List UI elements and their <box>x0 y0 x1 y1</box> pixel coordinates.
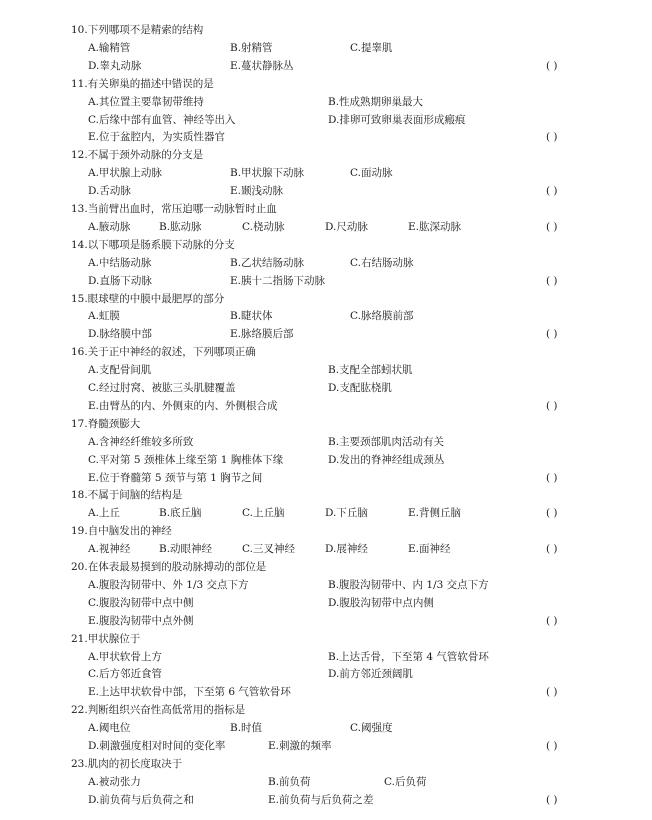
option-c: C.桡动脉 <box>242 220 285 233</box>
option-b: B.性成熟期卵巢最大 <box>328 95 424 108</box>
option-c: C.平对第 5 颈椎体上缘至第 1 胸椎体下缘 <box>88 453 284 466</box>
option-d: D.展神经 <box>325 543 368 556</box>
option-e: E.刺激的频率 <box>268 740 332 752</box>
option-e: E.腹股沟韧带中点外侧 <box>88 614 194 627</box>
option-b: B.主要颈部肌肉活动有关 <box>328 435 445 448</box>
answer-bracket[interactable]: ( ) <box>546 471 558 484</box>
question-stem: 13.当前臂出血时，常压迫哪一动脉暂时止血 <box>71 203 277 215</box>
option-a: A.视神经 <box>88 543 131 556</box>
option-b: B.乙状结肠动脉 <box>230 256 305 269</box>
answer-bracket[interactable]: ( ) <box>546 399 558 412</box>
option-d: D.刺激强度相对时间的变化率 <box>88 740 226 752</box>
option-e: E.由臂丛的内、外侧束的内、外侧根合成 <box>88 399 278 412</box>
answer-bracket[interactable]: ( ) <box>546 614 558 627</box>
option-a: A.甲状腺上动脉 <box>88 167 162 180</box>
option-b: B.甲状腺下动脉 <box>230 167 305 180</box>
question-stem: 12.不属于颈外动脉的分支是 <box>71 149 204 162</box>
option-c: C.后负荷 <box>384 775 427 788</box>
option-d: D.直肠下动脉 <box>88 274 152 287</box>
question-stem: 21.甲状腺位于 <box>71 632 141 645</box>
question-stem: 14.以下哪项是肠系膜下动脉的分支 <box>71 238 235 251</box>
option-d: D.尺动脉 <box>325 220 368 233</box>
option-b: B.肱动脉 <box>159 220 202 233</box>
option-c: C.上丘脑 <box>242 507 285 520</box>
question-stem: 23.肌肉的初长度取决于 <box>71 757 183 770</box>
answer-bracket[interactable]: ( ) <box>546 507 558 520</box>
option-e: E.前负荷与后负荷之差 <box>268 793 374 806</box>
option-d: D.脉络膜中部 <box>88 328 152 341</box>
question-stem: 16.关于正中神经的叙述，下列哪项正确 <box>71 346 256 359</box>
option-d: D.支配肱桡肌 <box>328 382 392 394</box>
option-b: B.腹股沟韧带中、内 1/3 交点下方 <box>328 578 489 591</box>
option-d: D.腹股沟韧带中点内侧 <box>328 596 434 609</box>
option-d: D.前方邻近颈阔肌 <box>328 668 413 681</box>
option-c: C.后方邻近食管 <box>88 668 162 681</box>
option-b: B.射精管 <box>230 41 273 54</box>
answer-bracket[interactable]: ( ) <box>546 740 558 752</box>
option-a: A.输精管 <box>88 41 131 54</box>
option-e: E.上达甲状软骨中部，下至第 6 气管软骨环 <box>88 686 291 699</box>
option-c: C.后缘中部有血管、神经等出入 <box>88 113 236 126</box>
option-e: E.面神经 <box>408 543 451 556</box>
answer-bracket[interactable]: ( ) <box>546 185 558 198</box>
option-d: D.睾丸动脉 <box>88 59 142 72</box>
option-b: B.前负荷 <box>268 775 311 788</box>
option-a: A.其位置主要靠韧带维持 <box>88 95 204 108</box>
option-a: A.阈电位 <box>88 722 131 735</box>
option-c: C.面动脉 <box>350 167 393 180</box>
option-d: D.排卵可致卵巢表面形成瘢痕 <box>328 113 466 126</box>
answer-bracket[interactable]: ( ) <box>546 328 558 341</box>
option-a: A.腹股沟韧带中、外 1/3 交点下方 <box>88 578 249 591</box>
option-e: E.位于盆腔内，为实质性器官 <box>88 131 226 144</box>
answer-bracket[interactable]: ( ) <box>546 59 558 72</box>
answer-bracket[interactable]: ( ) <box>546 274 558 287</box>
answer-bracket[interactable]: ( ) <box>546 131 558 144</box>
option-a: A.上丘 <box>88 507 120 520</box>
option-d: D.舌动脉 <box>88 185 131 198</box>
option-e: E.肱深动脉 <box>408 220 462 233</box>
question-stem: 22.判断组织兴奋性高低常用的指标是 <box>71 704 246 717</box>
question-stem: 17.脊髓颈膨大 <box>71 417 141 430</box>
option-e: E.胰十二指肠下动脉 <box>230 274 326 287</box>
option-a: A.含神经纤维较多所致 <box>88 435 194 448</box>
option-c: C.三叉神经 <box>242 543 295 556</box>
option-a: A.腋动脉 <box>88 220 131 233</box>
option-d: D.发出的脊神经组成颈丛 <box>328 453 445 466</box>
answer-bracket[interactable]: ( ) <box>546 543 558 556</box>
option-c: C.脉络膜前部 <box>350 310 414 323</box>
question-stem: 11.有关卵巢的描述中错误的是 <box>71 77 214 90</box>
option-a: A.虹膜 <box>88 310 120 323</box>
option-c: C.腹股沟韧带中点中侧 <box>88 596 194 609</box>
option-b: B.支配全部蚓状肌 <box>328 364 413 377</box>
question-stem: 20.在体表最易摸到的股动脉搏动的部位是 <box>71 561 267 573</box>
option-e: E.脉络膜后部 <box>230 328 294 341</box>
option-b: B.动眼神经 <box>159 543 213 556</box>
option-a: A.甲状软骨上方 <box>88 650 162 663</box>
option-d: D.下丘脑 <box>325 507 368 520</box>
question-stem: 10.下列哪项不是精索的结构 <box>71 24 204 36</box>
option-c: C.提睾肌 <box>350 41 393 54</box>
option-b: B.时值 <box>230 722 263 735</box>
option-c: C.右结肠动脉 <box>350 256 414 269</box>
option-a: A.被动张力 <box>88 775 141 788</box>
option-e: E.背侧丘脑 <box>408 507 462 520</box>
question-stem: 19.自中脑发出的神经 <box>71 525 172 538</box>
option-b: B.睫状体 <box>230 310 273 323</box>
option-d: D.前负荷与后负荷之和 <box>88 793 194 806</box>
option-a: A.支配骨间肌 <box>88 364 152 377</box>
option-c: C.经过肘窝、被肱三头肌腱覆盖 <box>88 382 236 394</box>
answer-bracket[interactable]: ( ) <box>546 686 558 699</box>
answer-bracket[interactable]: ( ) <box>546 793 558 806</box>
option-e: E.颞浅动脉 <box>230 185 284 198</box>
option-e: E.位于脊髓第 5 颈节与第 1 胸节之间 <box>88 471 263 484</box>
option-a: A.中结肠动脉 <box>88 256 152 269</box>
option-e: E.蔓状静脉丛 <box>230 59 294 72</box>
answer-bracket[interactable]: ( ) <box>546 220 558 233</box>
option-b: B.底丘脑 <box>159 507 202 520</box>
question-stem: 18.不属于间脑的结构是 <box>71 489 183 502</box>
option-b: B.上达舌骨，下至第 4 气管软骨环 <box>328 650 489 663</box>
option-c: C.阈强度 <box>350 722 393 735</box>
question-stem: 15.眼球壁的中膜中最肥厚的部分 <box>71 292 225 305</box>
